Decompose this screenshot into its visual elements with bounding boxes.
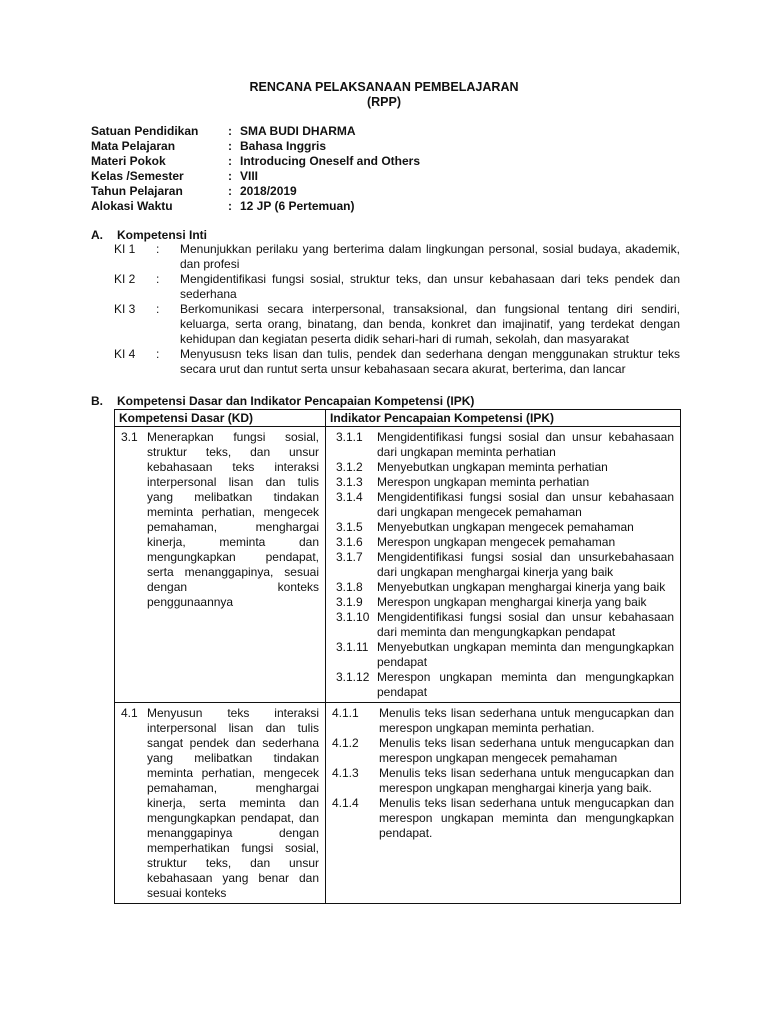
table-row [115,427,681,703]
identity-table [91,124,420,214]
identity-label: Kelas /Semester [91,169,184,183]
ipk-cell-wrap [326,703,681,904]
ipk-item [332,535,674,550]
kd-entry [115,427,325,612]
ipk-number: 4.1.3 [332,766,359,780]
identity-value: 2018/2019 [240,184,297,198]
ki-text: Menyususn teks lisan dan tulis, pendek dan sederhana dengan menggunakan struktur teks secara urut dan runtut serta unsur kebahasaan secara akurat, berterima, dan lancar [180,347,680,376]
ipk-text: Merespon ungkapan menghargai kinerja yang baik [377,595,647,609]
ki-item [114,302,680,347]
column-header-ipk: Indikator Pencapaian Kompetensi (IPK) [326,410,681,427]
ipk-number: 3.1.2 [336,460,363,474]
identity-value: VIII [240,169,259,183]
ki-item [114,272,680,302]
ipk-text: Menulis teks lisan sederhana untuk mengucapkan dan merespon ungkapan mengecek pemahaman [379,736,674,765]
column-header-kd: Kompetensi Dasar (KD) [115,410,326,427]
kd-text: Menerapkan fungsi sosial, struktur teks, dan unsur kebahasaan teks interaksi interpersonal lisan dan tulis yang melibatkan tindakan meminta perhatian, mengecek pemahaman, menghargai kinerja, meminta dan mengungkapkan pendapat, serta menanggapinya, sesuai dengan konteks penggunaannya [147,430,319,609]
identity-label: Alokasi Waktu [91,199,173,213]
identity-row [91,184,420,199]
ipk-text: Mengidentifikasi fungsi sosial dan unsur kebahasaan dari meminta dan mengungkapkan pendapat [377,610,674,639]
identity-row [91,124,420,139]
identity-label: Tahun Pelajaran [91,184,183,198]
ipk-item [332,706,674,736]
ipk-text: Mengidentifikasi fungsi sosial dan unsur kebahasaan dari ungkapan meminta perhatian [377,430,674,459]
ipk-text: Mengidentifikasi fungsi sosial dan unsurkebahasaan dari ungkapan menghargai kinerja yang baik [377,550,674,579]
identity-row [91,169,420,184]
kd-ipk-table [114,409,681,904]
ipk-number: 3.1.6 [336,535,363,549]
ipk-item [332,670,674,700]
ipk-number: 3.1.4 [336,490,363,504]
kd-number: 3.1 [121,430,138,444]
ipk-cell-wrap [326,427,681,703]
ipk-item [332,460,674,475]
ipk-item [332,736,674,766]
kompetensi-inti-list [114,242,680,377]
identity-value: SMA BUDI DHARMA [240,124,356,138]
ipk-item [332,550,674,580]
ipk-list [326,427,680,702]
section-a-heading [91,228,207,243]
table-header-row [115,410,681,427]
ipk-number: 3.1.8 [336,580,363,594]
ipk-number: 3.1.7 [336,550,363,564]
section-letter: A. [91,228,103,242]
ki-text: Berkomunikasi secara interpersonal, transaksional, dan fungsional tentang diri sendiri, keluarga, serta orang, binatang, dan benda, konkret dan imajinatif, yang terdekat dengan kehidupan dan kegiatan peserta didik sehari-hari di rumah, sekolah, dan masyarakat [180,302,680,346]
identity-row [91,154,420,169]
ipk-number: 3.1.3 [336,475,363,489]
ki-code: KI 1 [114,242,136,256]
kd-number: 4.1 [121,706,138,720]
identity-row [91,139,420,154]
identity-label: Mata Pelajaran [91,139,176,153]
ipk-list [326,703,680,843]
identity-row [91,199,420,214]
kd-entry [115,703,325,903]
kd-text: Menyusun teks interaksi interpersonal lisan dan tulis sangat pendek dan sederhana yang melibatkan tindakan meminta perhatian, mengecek pemahaman, menghargai kinerja, serta meminta dan mengungkapkan pendapat, dan menanggapinya dengan memperhatikan fungsi sosial, struktur teks, dan unsur kebahasaan yang benar dan sesuai konteks [147,706,319,900]
ki-item [114,242,680,272]
ki-colon: : [156,302,160,316]
identity-label: Materi Pokok [91,154,166,168]
identity-colon: : [228,184,232,198]
ipk-item [332,430,674,460]
identity-colon: : [228,169,232,183]
ki-code: KI 4 [114,347,136,361]
ipk-item [332,796,674,841]
ipk-item [332,520,674,535]
identity-colon: : [228,199,232,213]
identity-value: Introducing Oneself and Others [240,154,421,168]
ki-text: Menunjukkan perilaku yang berterima dalam lingkungan personal, sosial budaya, akademik, dan profesi [180,242,680,271]
ki-code: KI 2 [114,272,136,286]
ipk-number: 4.1.1 [332,706,359,720]
ki-item [114,347,680,377]
identity-label: Satuan Pendidikan [91,124,199,138]
section-title: Kompetensi Dasar dan Indikator Pencapaian Kompetensi (IPK) [117,394,475,408]
ipk-text: Menyebutkan ungkapan mengecek pemahaman [377,520,634,534]
document-title: RENCANA PELAKSANAAN PEMBELAJARAN [249,80,519,94]
kd-cell-wrap [115,427,326,703]
ki-colon: : [156,347,160,361]
ipk-number: 3.1.1 [336,430,363,444]
identity-value: Bahasa Inggris [240,139,327,153]
ipk-number: 3.1.11 [336,640,369,654]
identity-colon: : [228,124,232,138]
ipk-text: Menulis teks lisan sederhana untuk mengucapkan dan merespon ungkapan meminta dan mengungkapkan pendapat. [379,796,674,840]
ipk-text: Menulis teks lisan sederhana untuk mengucapkan dan merespon ungkapan menghargai kinerja yang baik. [379,766,674,795]
kd-cell-wrap [115,703,326,904]
identity-colon: : [228,154,232,168]
ipk-number: 4.1.2 [332,736,359,750]
section-title: Kompetensi Inti [117,228,208,242]
ipk-item [332,640,674,670]
ipk-item [332,580,674,595]
ipk-number: 4.1.4 [332,796,359,810]
ipk-item [332,766,674,796]
document-subtitle: (RPP) [366,95,402,109]
ipk-text: Mengidentifikasi fungsi sosial dan unsur kebahasaan dari ungkapan mengecek pemahaman [377,490,674,519]
ipk-item [332,490,674,520]
ki-colon: : [156,242,160,256]
ipk-item [332,475,674,490]
ipk-text: Menulis teks lisan sederhana untuk mengucapkan dan merespon ungkapan meminta perhatian. [379,706,674,735]
ipk-number: 3.1.9 [336,595,363,609]
ipk-number: 3.1.5 [336,520,363,534]
ipk-item [332,610,674,640]
ipk-text: Merespon ungkapan meminta dan mengungkapkan pendapat [377,670,674,699]
ipk-text: Merespon ungkapan meminta perhatian [377,475,590,489]
ipk-text: Menyebutkan ungkapan meminta perhatian [377,460,608,474]
ipk-text: Merespon ungkapan mengecek pemahaman [377,535,616,549]
ki-text: Mengidentifikasi fungsi sosial, struktur teks, dan unsur kebahasaan dari teks pendek dan sederhana [180,272,680,301]
ki-code: KI 3 [114,302,136,316]
ki-colon: : [156,272,160,286]
section-letter: B. [91,394,103,408]
table-row [115,703,681,904]
identity-colon: : [228,139,232,153]
ipk-number: 3.1.10 [336,610,370,624]
ipk-text: Menyebutkan ungkapan menghargai kinerja yang baik [377,580,666,594]
identity-value: 12 JP (6 Pertemuan) [240,199,355,213]
ipk-text: Menyebutkan ungkapan meminta dan mengungkapkan pendapat [377,640,674,669]
ipk-item [332,595,674,610]
section-b-heading [91,394,474,409]
ipk-number: 3.1.12 [336,670,370,684]
